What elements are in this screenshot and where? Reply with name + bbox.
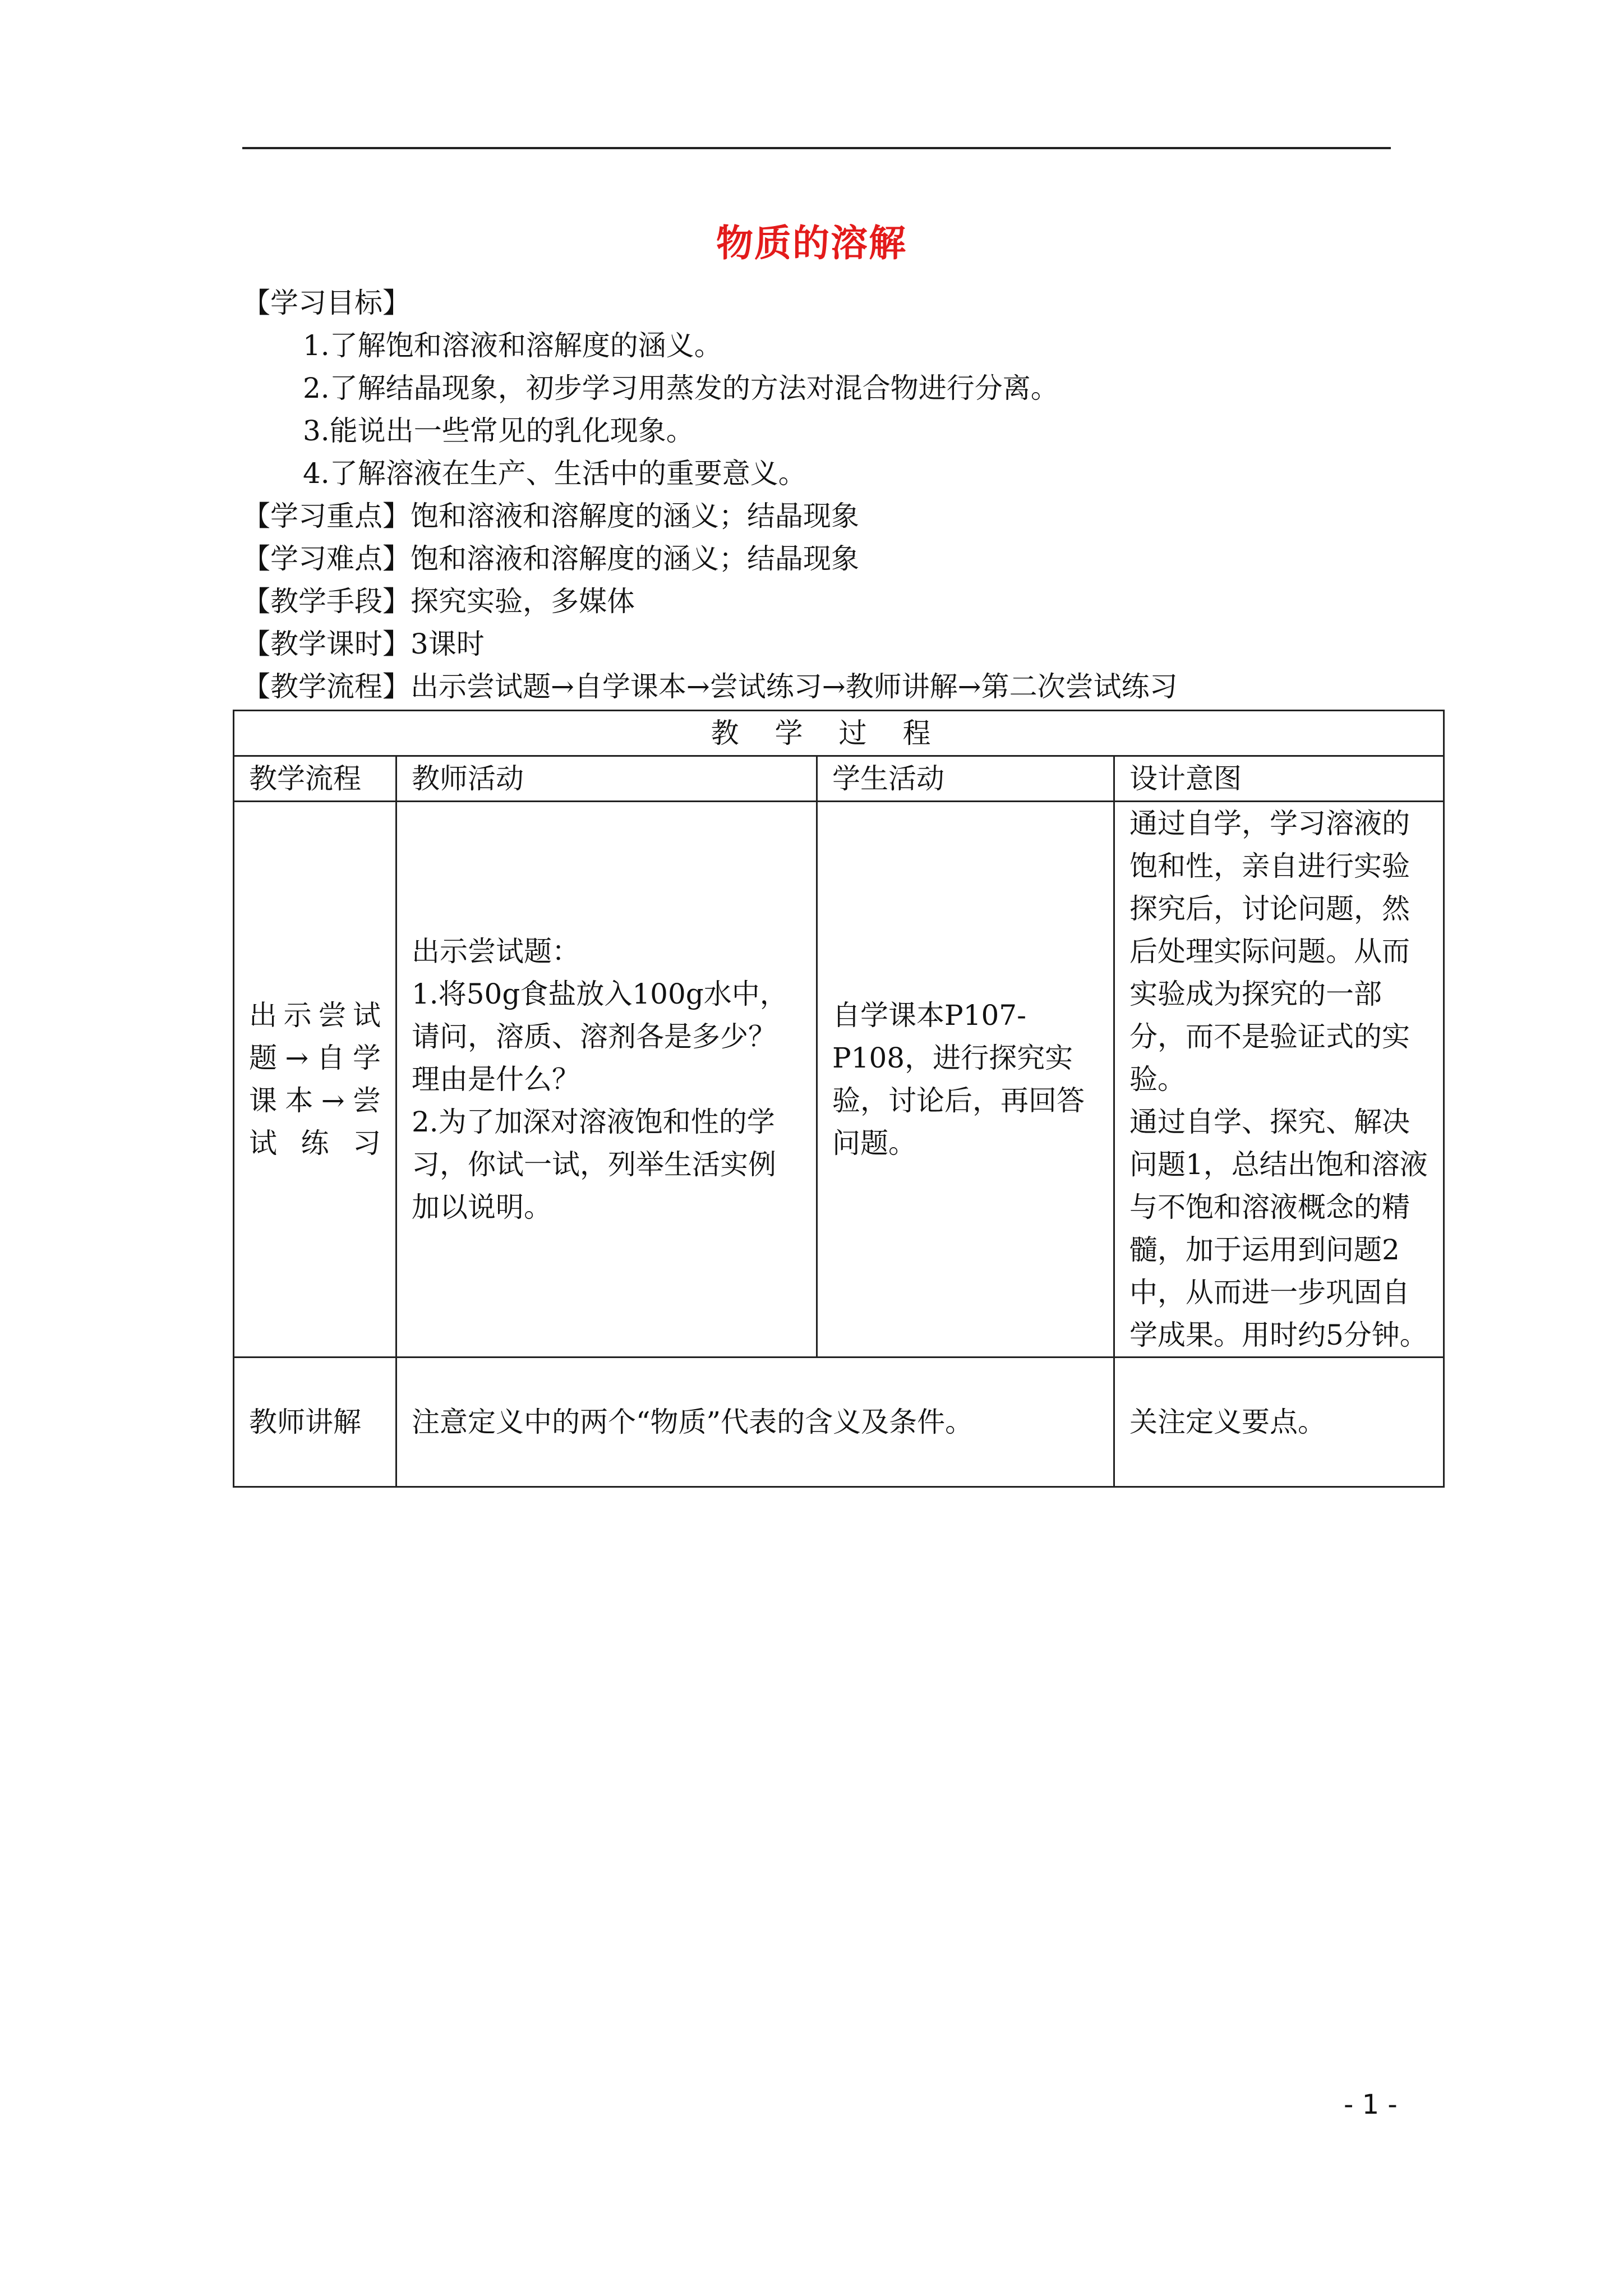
column-header-design: 设计意图 xyxy=(1114,756,1444,802)
table-caption: 教学过程 xyxy=(234,711,1444,756)
class-periods: 【教学课时】3课时 xyxy=(242,628,485,660)
page-number: - 1 - xyxy=(1344,2089,1398,2120)
teaching-flow: 【教学流程】出示尝试题→自学课本→尝试练习→教师讲解→第二次尝试练习 xyxy=(242,670,1178,703)
row-flow-cell: 教师讲解 xyxy=(234,1358,396,1487)
objective-1: 1.了解饱和溶液和溶解度的涵义。 xyxy=(303,329,722,362)
row-teacher-cell xyxy=(396,802,817,1358)
teaching-methods: 【教学手段】探究实验，多媒体 xyxy=(242,585,635,618)
objective-4: 4.了解溶液在生产、生活中的重要意义。 xyxy=(303,457,806,490)
row-design-cell xyxy=(1114,802,1444,1358)
design-intent-paragraph: 通过自学、探究、解决问题1，总结出饱和溶液与不饱和溶液概念的精髓，加于运用到问题2中，从而进一步巩固自学成果。用时约5分钟。 xyxy=(1129,1106,1428,1351)
teacher-activity-line: 出示尝试题： xyxy=(412,935,580,968)
column-header-teacher: 教师活动 xyxy=(396,756,817,802)
header-rule xyxy=(242,147,1391,149)
column-header-student: 学生活动 xyxy=(817,756,1114,802)
teacher-activity-line: 2.为了加深对溶液饱和性的学习，你试一试，列举生活实例加以说明。 xyxy=(412,1106,776,1223)
objectives-heading: 【学习目标】 xyxy=(242,287,411,319)
row-design-cell: 关注定义要点。 xyxy=(1114,1358,1444,1487)
design-intent-paragraph: 通过自学，学习溶液的饱和性，亲自进行实验探究后，讨论问题，然后处理实际问题。从而实验成为探究的一部分，而不是验证式的实验。 xyxy=(1129,807,1410,1096)
column-header-flow: 教学流程 xyxy=(234,756,396,802)
table-row xyxy=(234,1358,1444,1487)
teaching-process-table xyxy=(233,710,1445,1488)
row-student-cell: 自学课本P107-P108，进行探究实验，讨论后，再回答问题。 xyxy=(817,802,1114,1358)
table-header-row xyxy=(234,756,1444,802)
objective-3: 3.能说出一些常见的乳化现象。 xyxy=(303,415,694,447)
row-flow-cell: 出示尝试题→自学课本→尝试练习 xyxy=(234,802,396,1358)
document-title: 物质的溶解 xyxy=(716,221,907,265)
difficulties: 【学习难点】饱和溶液和溶解度的涵义；结晶现象 xyxy=(242,542,859,575)
table-row xyxy=(234,802,1444,1358)
row-teacher-cell: 注意定义中的两个“物质”代表的含义及条件。 xyxy=(396,1358,1114,1487)
teacher-activity-line: 1.将50g食盐放入100g水中，请问，溶质、溶剂各是多少？理由是什么？ xyxy=(412,978,788,1096)
objective-2: 2.了解结晶现象，初步学习用蒸发的方法对混合物进行分离。 xyxy=(303,372,1059,404)
key-points: 【学习重点】饱和溶液和溶解度的涵义；结晶现象 xyxy=(242,500,859,532)
